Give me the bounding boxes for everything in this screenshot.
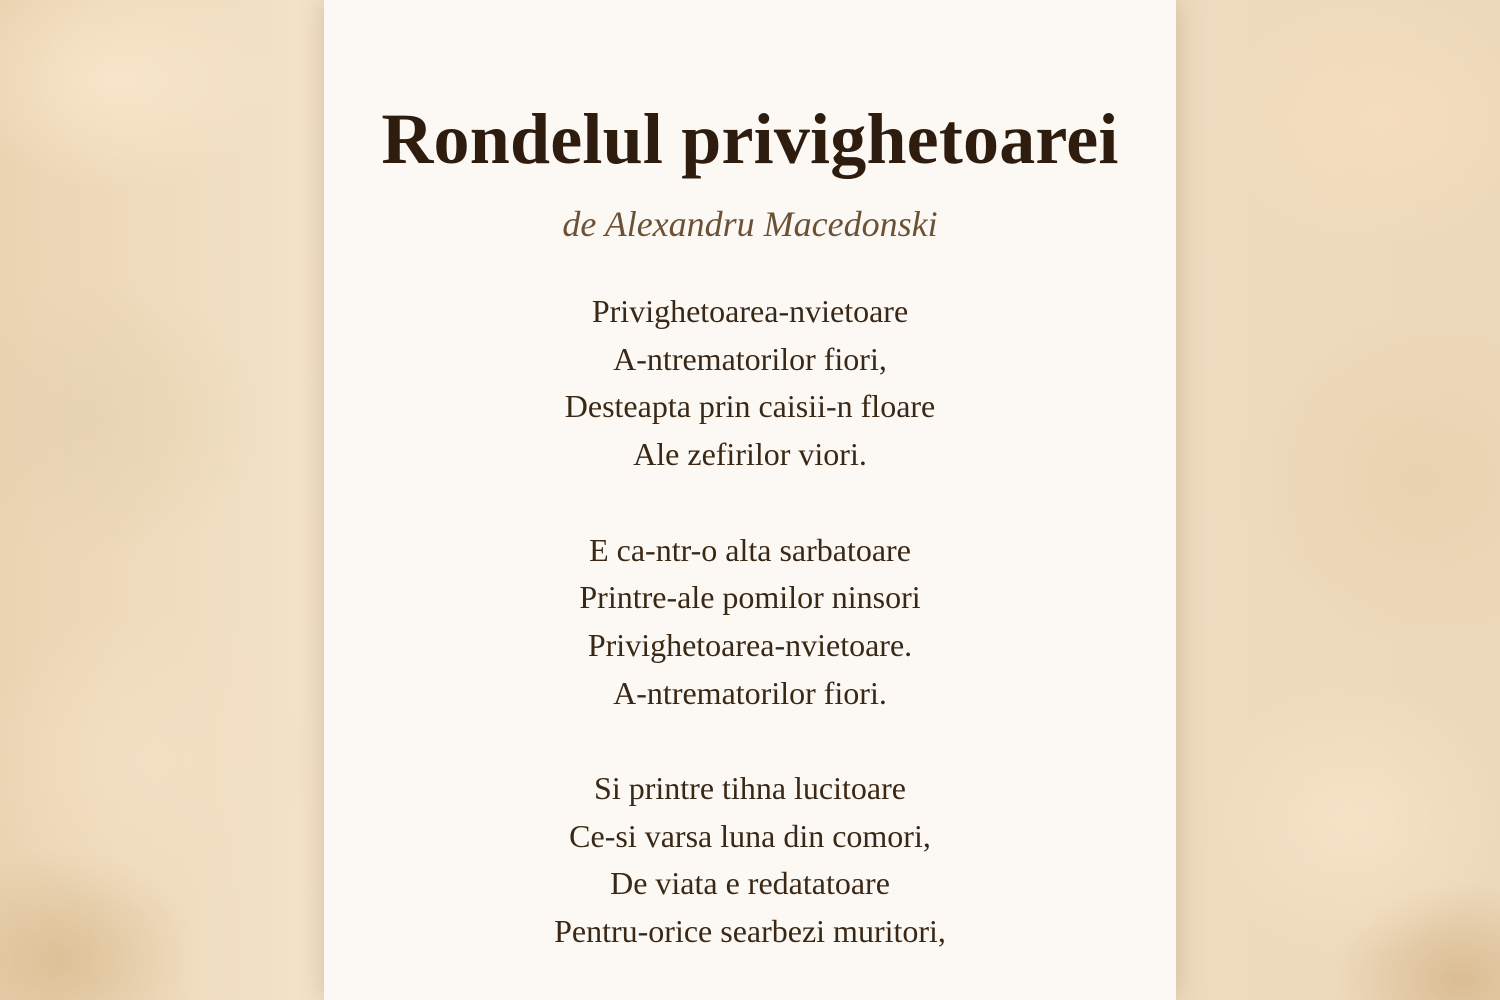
poem-line: Privighetoarea-nvietoare: [591, 293, 909, 329]
poem-title: Rondelul privighetoarei: [381, 99, 1119, 179]
poem-line: Privighetoarea-nvietoare.: [587, 626, 913, 663]
stanza-2: [324, 527, 1176, 718]
poem-line: De viata e redatatoare: [610, 865, 890, 902]
poem-line: Desteapta prin caisii-n floare: [564, 388, 936, 425]
stanza-1: [324, 288, 1176, 479]
poem-body: [324, 288, 1176, 956]
poem-page[interactable]: [324, 0, 1176, 1000]
poem-line: Pentru-orice searbezi muritori,: [554, 913, 946, 950]
poem-line: A-ntrematorilor fiori.: [613, 674, 887, 711]
poem-author: de Alexandru Macedonski: [562, 204, 938, 244]
poem-line: A-ntrematorilor fiori,: [613, 340, 887, 377]
poem-line: E ca-ntr-o alta sarbatoare: [589, 531, 911, 568]
poem-line: Si printre tihna lucitoare: [594, 770, 906, 806]
poem-line: Ce-si varsa luna din comori,: [569, 817, 931, 854]
poem-line: Printre-ale pomilor ninsori: [579, 579, 921, 616]
stanza-3: [324, 765, 1176, 956]
poem-line: Ale zefirilor viori.: [633, 436, 867, 473]
